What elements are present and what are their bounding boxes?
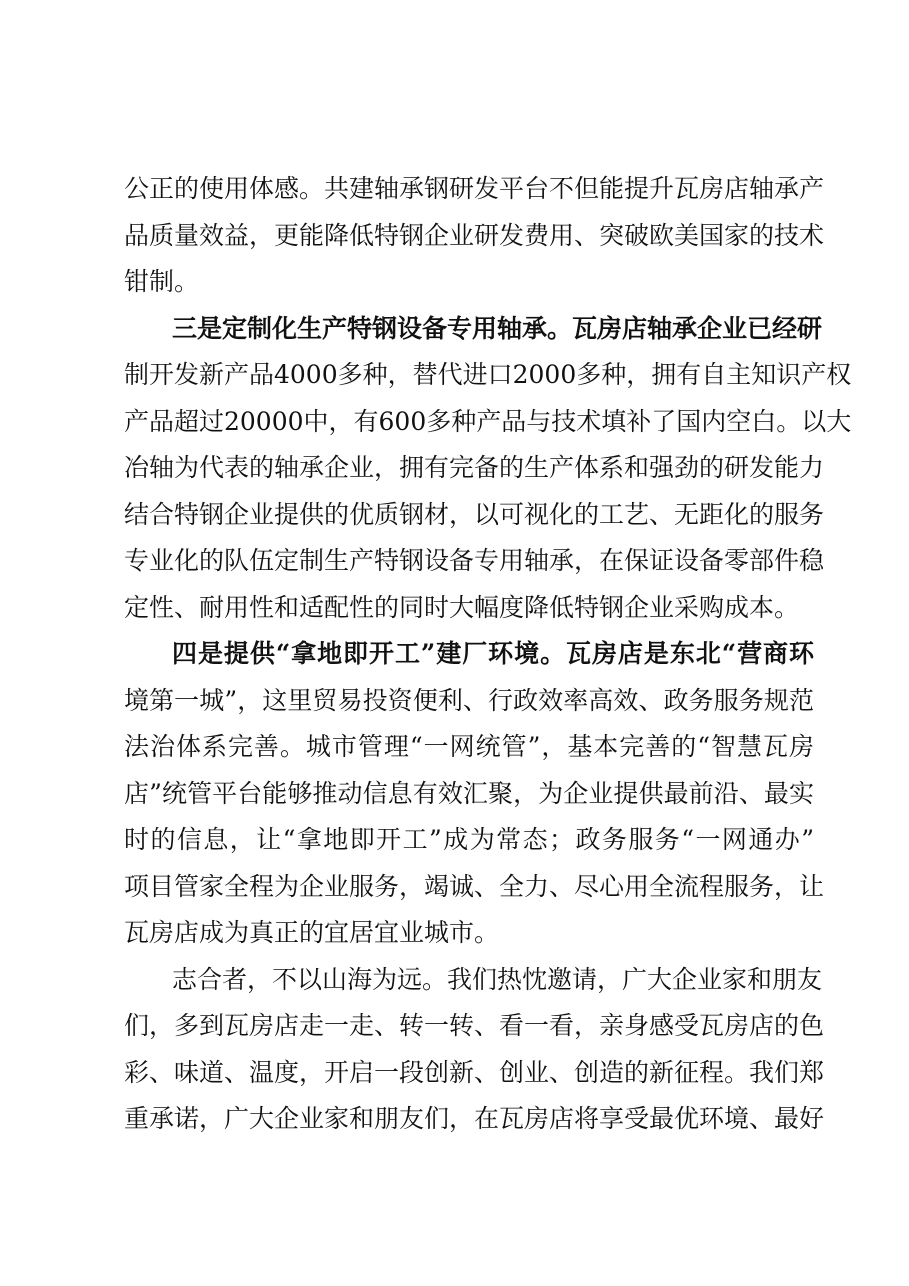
text-line: 品质量效益，更能降低特钢企业研发费用、突破欧美国家的技术 <box>124 220 825 250</box>
text-line: 志合者，不以山海为远。我们热忱邀请，广大企业家和朋友 <box>172 964 823 994</box>
text-line: 瓦房店成为真正的宜居宜业城市。 <box>124 918 500 947</box>
text-line: 重承诺，广大企业家和朋友们，在瓦房店将享受最优环境、最好 <box>124 1104 825 1133</box>
text-line: 们，多到瓦房店走一走、转一转、看一看，亲身感受瓦房店的色 <box>124 1011 825 1040</box>
text-line: 境第一城”，这里贸易投资便利、行政效率高效、政务服务规范 <box>124 685 814 715</box>
text-line: 公正的使用体感。共建轴承钢研发平台不但能提升瓦房店轴承产 <box>124 174 825 203</box>
text-line: 产品超过20000中，有600多种产品与技术填补了国内空白。以大 <box>124 406 852 436</box>
text-line: 定性、耐用性和适配性的同时大幅度降低特钢企业采购成本。 <box>124 592 800 622</box>
text-line: 彩、味道、温度，开启一段创新、创业、创造的新征程。我们郑 <box>124 1057 825 1087</box>
text-line: 制开发新产品4000多种，替代进口2000多种，拥有自主知识产权 <box>124 360 852 389</box>
text-line: 专业化的队伍定制生产特钢设备专用轴承，在保证设备零部件稳 <box>124 546 825 575</box>
text-line: 法治体系完善。城市管理“一网统管”，基本完善的“智慧瓦房 <box>124 732 814 761</box>
text-line: 时的信息，让“拿地即开工”成为常态；政务服务“一网通办” <box>124 825 814 854</box>
text-line: 项目管家全程为企业服务，竭诚、全力、尽心用全流程服务，让 <box>124 871 825 901</box>
text-line: 冶轴为代表的轴承企业，拥有完备的生产体系和强劲的研发能力 <box>124 453 825 482</box>
text-line: 钳制。 <box>124 267 200 296</box>
paragraph-heading-line: 四是提供“拿地即开工”建厂环境。瓦房店是东北“营商环 <box>172 639 814 668</box>
text-line: 店”统管平台能够推动信息有效汇聚，为企业提供最前沿、最实 <box>124 778 814 808</box>
text-line: 结合特钢企业提供的优质钢材，以可视化的工艺、无距化的服务 <box>124 499 825 529</box>
body-text <box>124 166 852 1143</box>
paragraph-heading-line: 三是定制化生产特钢设备专用轴承。瓦房店轴承企业已经研 <box>172 313 823 343</box>
